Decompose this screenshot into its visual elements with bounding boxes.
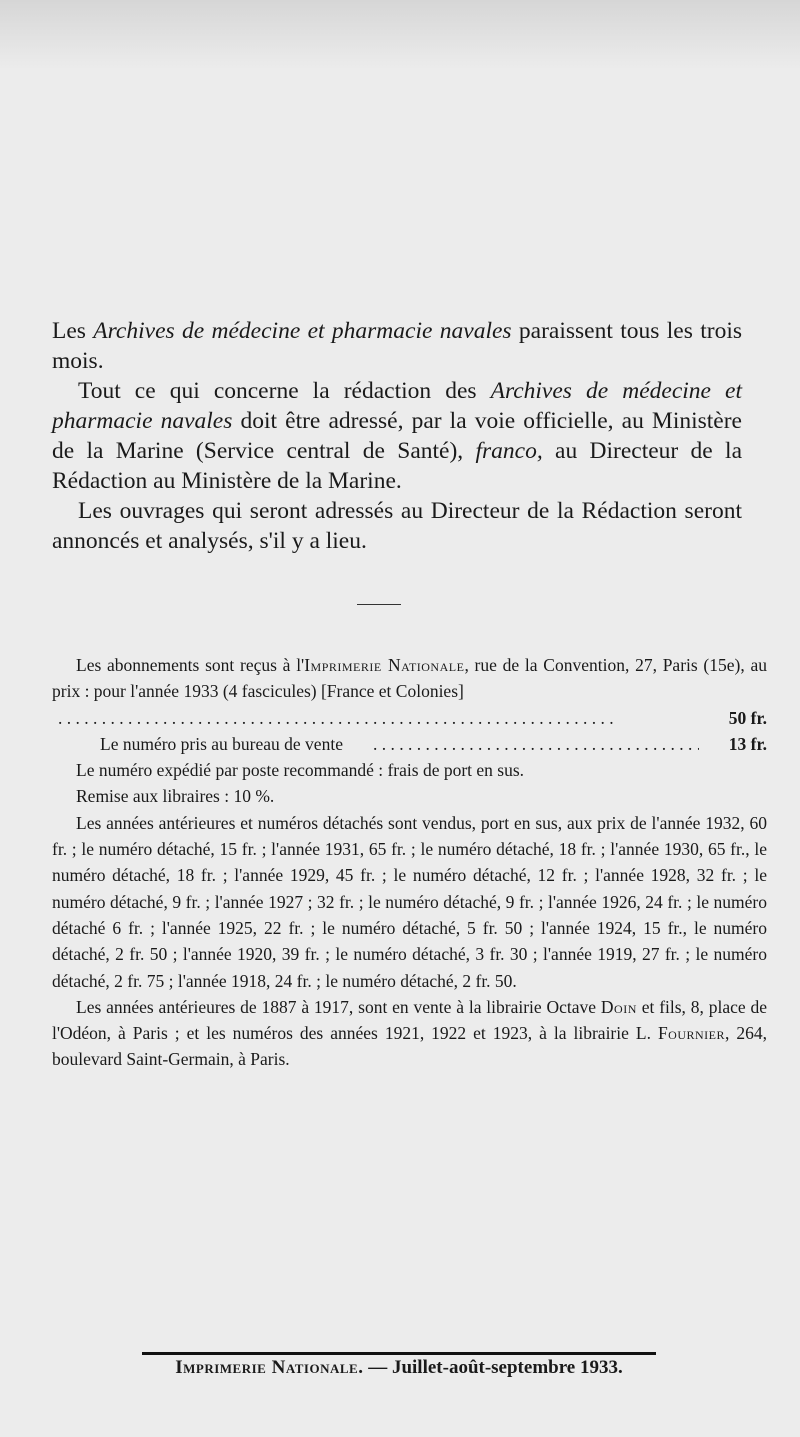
single-issue-line: [52, 731, 767, 757]
notice-paragraph-2: [52, 376, 742, 496]
notice-paragraph-3: Les ouvrages qui seront adressés au Directeur de la Rédaction seront annoncés et analysés, s'il y a lieu.: [52, 498, 742, 554]
publication-notice: [52, 316, 742, 556]
single-issue-label: Le numéro pris au bureau de vente: [100, 733, 343, 754]
footer-printer: Imprimerie Nationale.: [175, 1357, 364, 1378]
single-issue-price: 13 fr.: [728, 733, 767, 754]
notice-p1-post: paraissent tous les trois mois.: [52, 318, 742, 374]
dot-leader: [349, 731, 699, 757]
subs-paragraph-4: Remise aux libraires : 10 %.: [76, 786, 275, 807]
annual-price: 50 fr.: [728, 707, 767, 728]
imprimerie-name: Imprimerie Nationale: [304, 655, 465, 675]
dot-leader: [58, 705, 723, 731]
subs-p6-pre: Les années antérieures de 1887 à 1917, sont en vente à la librairie Octave: [76, 996, 601, 1017]
notice-p2-post: au Directeur de la Rédaction au Ministère de la Marine.: [52, 438, 742, 494]
subs-p6-post: , 264, boulevard Saint-Germain, à Paris.: [52, 1023, 768, 1070]
subscription-info: [52, 652, 767, 1073]
journal-title: Archives de médecine et pharmacie navales: [93, 318, 512, 344]
subs-paragraph-1: [52, 652, 767, 705]
subs-paragraph-5: Les années antérieures et numéros détachés sont vendus, port en sus, aux prix de l'année 1932, 60 fr. ; le numéro détaché, 15 fr. ; l'année 1931, 65 fr. ; le numéro détaché, 18 fr. ; l'année 1930, 65 fr., le numéro détaché, 18 fr. ; l'année 1929, 45 fr. ; le numéro détaché, 12 fr. ; l'année 1928, 32 fr. ; le numéro détaché, 9 fr. ; l'année 1927 ; 32 fr. ; le numéro détaché, 9 fr. ; l'année 1926, 24 fr. ; le numéro détaché 6 fr. ; l'année 1925, 22 fr. ; le numéro détaché, 5 fr. 50 ; l'année 1924, 15 fr., le numéro détaché, 2 fr. 50 ; l'année 1920, 39 fr. ; le numéro détaché, 3 fr. 30 ; l'année 1919, 27 fr. ; le numéro détaché, 2 fr. 75 ; l'année 1918, 24 fr. ; le numéro détaché, 2 fr. 50.: [52, 812, 767, 991]
page-top-shade: [0, 0, 800, 70]
doin-name: Doin: [600, 996, 637, 1017]
imprint-footer: [142, 1357, 656, 1379]
section-separator: [357, 604, 401, 605]
subs-p1-post: , rue de la Convention, 27, Paris (15e), au prix : pour l'année 1933 (4 fascicules) [France et Colonies]: [52, 655, 767, 702]
subs-p1-pre: Les abonnements sont reçus à l': [76, 655, 305, 675]
footer-rule: [142, 1352, 656, 1355]
subs-paragraph-6: [52, 994, 767, 1073]
footer-date: — Juillet-août-septembre 1933.: [363, 1357, 623, 1378]
franco-word: franco,: [475, 438, 543, 464]
subs-p6-mid: et fils, 8, place de l'Odéon, à Paris ; et les numéros des années 1921, 1922 et 1923, à la librairie L.: [52, 996, 767, 1044]
fournier-name: Fournier: [657, 1023, 726, 1044]
notice-p2-pre: Tout ce qui concerne la rédaction des: [78, 378, 491, 404]
notice-p1-pre: Les: [52, 318, 94, 344]
notice-p2-mid: doit être adressé, par la voie officielle, au Ministère de la Marine (Service central de Santé),: [52, 408, 742, 464]
subs-paragraph-3: Le numéro expédié par poste recommandé : frais de port en sus.: [76, 760, 525, 781]
journal-title-2: Archives de médecine et pharmacie navales: [52, 378, 742, 434]
annual-price-line: [52, 705, 767, 731]
notice-paragraph-1: [52, 316, 742, 376]
